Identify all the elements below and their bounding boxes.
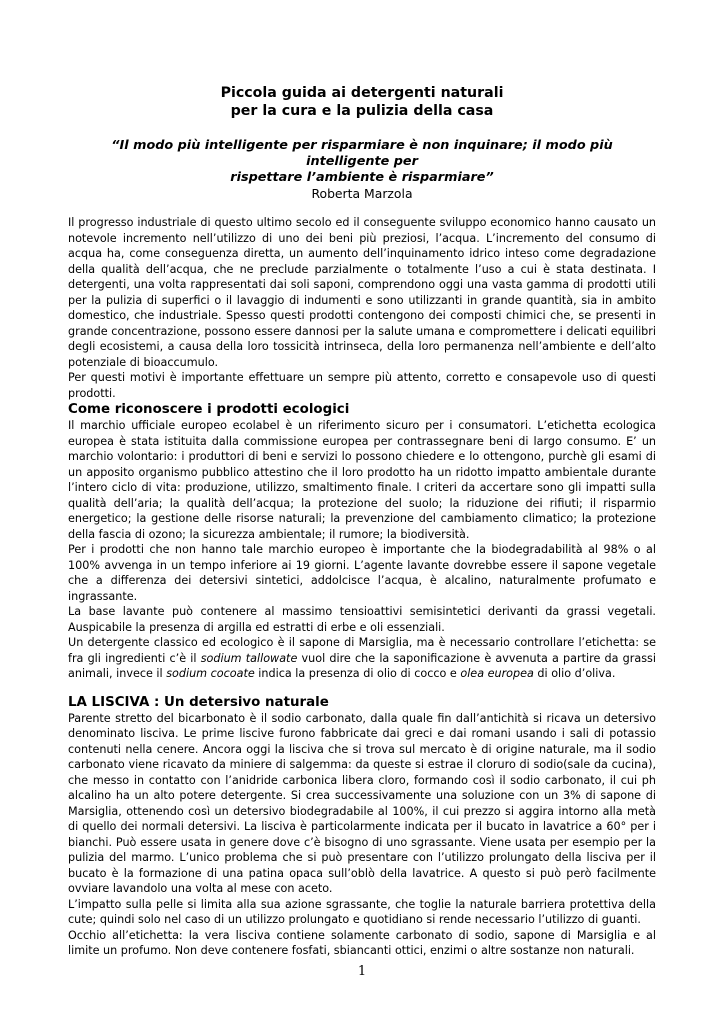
quote-author: Roberta Marzola <box>311 186 413 201</box>
intro-paragraph-1: Il progresso industriale di questo ultimo secolo ed il conseguente sviluppo economico hanno causato un notevole incremento nell’utilizzo di uno dei beni più preziosi, l’acqua. L’incremento del consumo di acqua ha, come conseguenza diretta, un aumento dell’inquinamento idrico inteso come degradazione della qualità dell’acqua, che ne preclude parzialmente o totalmente l’uso a cui è stata destinata. I detergenti, una volta rappresentati dai soli saponi, comprendono oggi una vasta gamma di prodotti utili per la pulizia di superfici o il lavaggio di indumenti e sono utilizzanti in grande quantità, sia in ambito domestico, che industriale. Spesso questi prodotti contengono dei composti chimici che, se presenti in grande concentrazione, possono essere dannosi per la salute umana e compromettere i delicati equilibri degli ecosistemi, a causa della loro tossicità intrinseca, della loro permanenza nell’ambiente e dell’alto potenziale di bioaccumulo. <box>68 216 656 369</box>
section-heading-ecologici: Come riconoscere i prodotti ecologici <box>68 402 350 417</box>
section2-paragraph-3: Occhio all’etichetta: la vera lisciva contiene solamente carbonato di sodio, sapone di Marsiglia e al limite un profumo. Non deve contenere fosfati, sbiancanti ottici, enzimi o altre sostanze non naturali. <box>68 928 656 957</box>
s1p4-text-e: indica la presenza di olio di cocco e <box>254 667 461 680</box>
section2-paragraph-2: L’impatto sulla pelle si limita alla sua azione sgrassante, che toglie la naturale barriera protettiva della cute; quindi solo nel caso di un utilizzo prolungato e quotidiano si rende necessario l’utilizzo di guanti. <box>68 897 656 926</box>
quote-line-2: rispettare l’ambiente è risparmiare” <box>230 170 494 185</box>
s1p4-term-cocoate: sodium cocoate <box>166 667 255 680</box>
section1-paragraph-4 <box>68 635 656 682</box>
s1p4-text-a: Un detergente classico ed ecologico è il sapone di Marsiglia, ma è necessario controllare l’etichetta: se fra gli ingredienti c’è il <box>68 636 656 665</box>
section1-paragraph-1: Il marchio ufficiale europeo ecolabel è un riferimento sicuro per i consumatori. L’etichetta ecologica europea è stata istituita dalla commissione europea per contrassegnare beni di largo consumo. E’ un marchio volontario: i produttori di beni e servizi lo possono chiedere e lo ottengono, purchè gli esami di un apposito organismo pubblico attestino che il loro prodotto ha un ridotto impatto ambientale durante l’intero ciclo di vita: produzione, utilizzo, smaltimento finale. I criteri da accertare sono gli impatti sulla qualità dell’aria; la qualità dell’acqua; la protezione del suolo; la riduzione dei rifiuti; il risparmio energetico; la gestione delle risorse naturali; la prevenzione del cambiamento climatico; la protezione della fascia di ozono; la sicurezza ambientale; il rumore; la biodiversità. <box>68 419 656 541</box>
document-title-line-2: per la cura e la pulizia della casa <box>230 103 494 119</box>
s1p4-text-c: vuol dire che la saponificazione è avvenuta a partire da grassi animali, invece il <box>68 651 656 680</box>
document-page <box>68 84 656 959</box>
section1-paragraph-2: Per i prodotti che non hanno tale marchio europeo è importante che la biodegradabilità al 98% o al 100% avvenga in un tempo inferiore ai 19 giorni. L’agente lavante dovrebbe essere il sapone vegetale che a differenza dei detersivi sintetici, addolcisce l’acqua, è alcalino, naturalmente profumato e ingrassante. <box>68 543 656 603</box>
intro-paragraph-2: Per questi motivi è importante effettuare un sempre più attento, corretto e consapevole uso di questi prodotti. <box>68 371 656 400</box>
s1p4-term-tallowate: sodium tallowate <box>200 651 298 665</box>
epigraph-quote <box>68 138 656 186</box>
s1p4-text-g: di olio d’oliva. <box>533 667 616 680</box>
document-title-line-1: Piccola guida ai detergenti naturali <box>220 85 504 101</box>
page-number: 1 <box>357 964 367 979</box>
section1-paragraph-3: La base lavante può contenere al massimo tensioattivi semisintetici derivanti da grassi vegetali. Auspicabile la presenza di argilla ed estratti di erbe e oli essenziali. <box>68 605 656 634</box>
quote-line-1: “Il modo più intelligente per risparmiare è non inquinare; il modo più intelligente per <box>111 138 613 169</box>
section-heading-lisciva: LA LISCIVA : Un detersivo naturale <box>68 694 329 710</box>
section2-paragraph-1: Parente stretto del bicarbonato è il sodio carbonato, dalla quale fin dall’antichità si ricava un detersivo denominato lisciva. Le prime liscive furono fabbricate dai greci e dai romani usando i sali di potassio contenuti nella cenere. Ancora oggi la lisciva che si trova sul mercato è di origine naturale, ma il sodio carbonato viene ricavato da miniere di salgemma: da queste si estrae il cloruro di sodio(sale da cucina), che messo in contatto con l’anidride carbonica libera cloro, formando così il sodio carbonato, il cui ph alcalino ha un alto potere detergente. Si crea successivamente una soluzione con un 3% di sapone di Marsiglia, ottenendo così un detersivo biodegradabile al 100%, il cui prezzo si aggira intorno alla metà di quello dei normali detersivi. La lisciva è particolarmente indicata per il bucato in lavatrice a 60° per i bianchi. Può essere usata in genere dove c’è bisogno di uno sgrassante. Viene usata per esempio per la pulizia del marmo. L’unico problema che si può presentare con l’utilizzo prolungato della lisciva per il bucato è la formazione di una patina opaca sull’oblò della lavatrice. A questo si può però facilmente ovviare lavandolo una volta al mese con aceto. <box>68 711 656 895</box>
s1p4-term-olea: olea europea <box>460 667 534 680</box>
